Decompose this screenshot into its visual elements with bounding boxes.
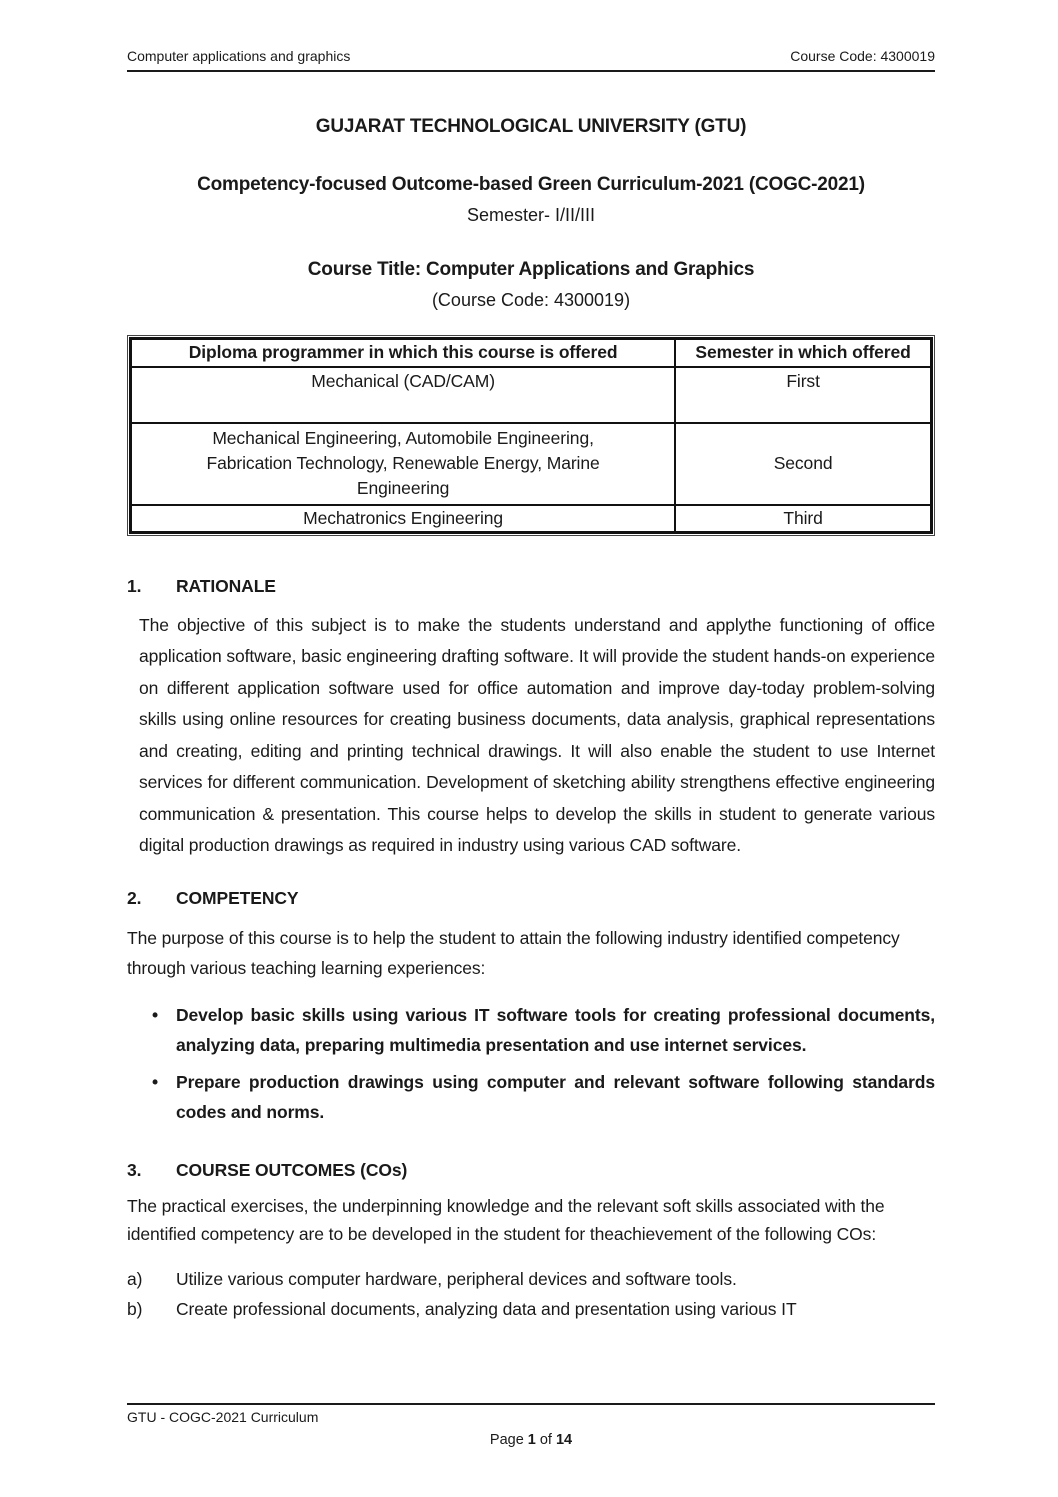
offer-table-header-row	[131, 339, 932, 367]
header-course-name: Computer applications and graphics	[127, 48, 351, 64]
section-number: 3.	[127, 1159, 142, 1180]
section-heading	[127, 1160, 935, 1181]
semester-cell: First	[675, 367, 931, 423]
programme-cell: Mechatronics Engineering	[131, 505, 676, 533]
section-number: 2.	[127, 887, 142, 908]
bullet-text: Develop basic skills using various IT software tools for creating professional documents, analyzing data, preparing multimedia presentation and use internet services.	[176, 1004, 935, 1055]
rationale-paragraph: The objective of this subject is to make the students understand and applythe functioning of office application software, basic engineering drafting software. It will provide the student hands-on experience on different application software used for office automation and improve day-today problem-solving skills using online resources for creating business documents, data analysis, graphical representations and creating, editing and printing technical drawings. It will also enable the student to use Internet services for different communication. Development of sketching ability strengthens effective engineering communication & presentation. This course helps to develop the skills in student to generate various digital production drawings as required in industry using various CAD software.	[139, 614, 935, 855]
list-item	[127, 1000, 935, 1061]
curriculum-title: Competency-focused Outcome-based Green Curriculum-2021 (COGC-2021)	[197, 174, 865, 195]
university-title: GUJARAT TECHNOLOGICAL UNIVERSITY (GTU)	[315, 116, 747, 137]
competency-intro: The purpose of this course is to help the student to attain the following industry identified competency through various teaching learning experiences:	[127, 927, 900, 978]
offer-table-frame	[127, 335, 935, 536]
footer-divider	[127, 1403, 935, 1405]
programme-cell: Mechanical Engineering, Automobile Engineering, Fabrication Technology, Renewable Energy, Marine Engineering	[131, 423, 676, 505]
section-course-outcomes	[127, 1160, 935, 1324]
footer-curriculum-label: GTU - COGC-2021 Curriculum	[127, 1409, 319, 1425]
semester-cell: Second	[675, 423, 931, 505]
list-item	[127, 1067, 935, 1128]
semester-cell: Third	[675, 505, 931, 533]
page-current: 1	[527, 1432, 536, 1448]
page-header	[127, 48, 935, 72]
list-item	[127, 1294, 935, 1324]
offer-table-header-programme: Diploma programmer in which this course is offered	[131, 339, 676, 367]
list-item	[127, 1264, 935, 1294]
outcomes-list	[127, 1264, 935, 1324]
semester-line: Semester- I/II/III	[466, 205, 596, 225]
item-label: a)	[127, 1268, 143, 1289]
section-number: 1.	[127, 575, 142, 596]
title-block	[127, 116, 935, 311]
table-row	[131, 505, 932, 533]
offer-table-header-semester: Semester in which offered	[675, 339, 931, 367]
page-number	[127, 1432, 935, 1448]
page-total: 14	[555, 1432, 573, 1448]
course-code-line: (Course Code: 4300019)	[431, 290, 631, 310]
table-row	[131, 367, 932, 423]
bullet-icon: •	[152, 1004, 159, 1025]
section-competency	[127, 888, 935, 1128]
offer-table	[129, 337, 933, 534]
section-heading	[127, 888, 935, 909]
bullet-text: Prepare production drawings using computer and relevant software following standards codes and norms.	[176, 1071, 935, 1122]
table-row	[131, 423, 932, 505]
competency-bullet-list	[127, 1000, 935, 1128]
section-heading	[127, 576, 935, 597]
section-title: COURSE OUTCOMES (COs)	[176, 1159, 408, 1180]
programme-cell: Mechanical (CAD/CAM)	[131, 367, 676, 423]
section-title: RATIONALE	[176, 575, 276, 596]
page-of-word: of	[539, 1432, 552, 1448]
bullet-icon: •	[152, 1071, 159, 1092]
item-text: Create professional documents, analyzing data and presentation using various IT	[176, 1298, 797, 1319]
item-text: Utilize various computer hardware, peripheral devices and software tools.	[176, 1268, 737, 1289]
header-course-code: Course Code: 4300019	[790, 48, 935, 64]
page-word: Page	[489, 1432, 524, 1448]
outcomes-intro: The practical exercises, the underpinning knowledge and the relevant soft skills associated with the identified competency are to be developed in the student for theachievement of the following COs:	[127, 1195, 885, 1244]
page-footer	[127, 1403, 935, 1448]
course-title: Course Title: Computer Applications and Graphics	[307, 259, 755, 280]
section-rationale	[127, 576, 935, 862]
section-title: COMPETENCY	[176, 887, 299, 908]
item-label: b)	[127, 1298, 143, 1319]
